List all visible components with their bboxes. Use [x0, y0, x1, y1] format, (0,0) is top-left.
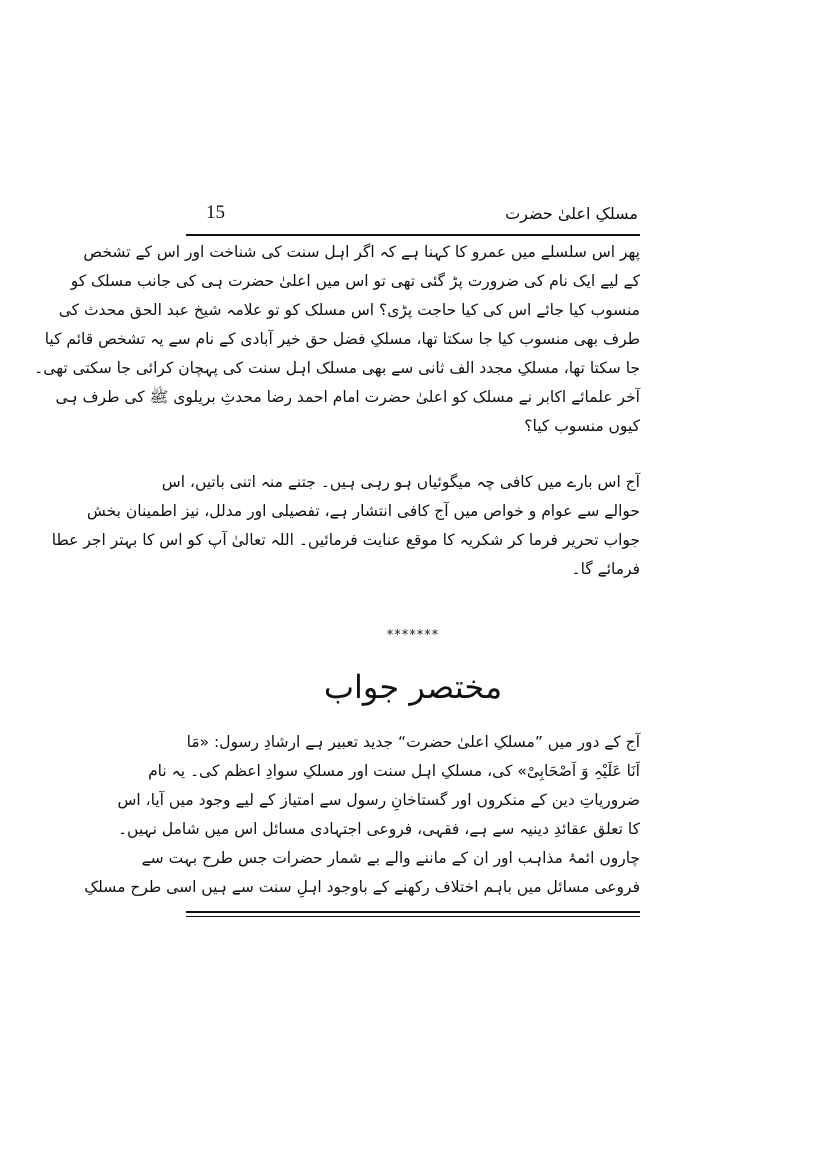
footer-rule	[186, 911, 640, 913]
text-line: آج کے دور میں ”مسلکِ اعلیٰ حضرت“ جدید تعبیر ہے ارشادِ رسول: «مَا	[186, 733, 640, 751]
section-heading: مختصر جواب	[323, 668, 503, 706]
text-line: فروعی مسائل میں باہم اختلاف رکھنے کے باوجود اہلِ سنت سے ہیں اسی طرح مسلکِ	[84, 878, 640, 896]
text-line: ضروریاتِ دین کے منکروں اور گستاخانِ رسول سے امتیاز کے لیے وجود میں آیا، اس	[117, 791, 640, 809]
section-separator: *******	[386, 628, 440, 643]
footer-rule-thin	[186, 916, 640, 917]
question-paragraph-1	[34, 238, 640, 441]
text-line: جا سکتا تھا، مسلکِ مجدد الف ثانی سے بھی مسلک اہل سنت کی پہچان کرائی جا سکتی تھی۔	[34, 359, 640, 377]
text-line: اَنَا عَلَیْہِ وَ اَصْحَابِیْ» کی، مسلکِ اہل سنت اور مسلکِ سوادِ اعظم کی۔ یہ نام	[148, 762, 640, 780]
text-line: منسوب کیا جائے اس کی کیا حاجت پڑی؟ اس مسلک کو تو علامہ شیخ عبد الحق محدث کی	[58, 301, 640, 319]
text-line: جواب تحریر فرما کر شکریہ کا موقع عنایت فرمائیں۔ اللہ تعالیٰ آپ کو اس کا بہتر اجر عطا	[51, 531, 640, 549]
text-line: فرمائے گا۔	[571, 560, 640, 578]
text-line: طرف بھی منسوب کیا جا سکتا تھا، مسلکِ فضل حق خیر آبادی کے نام سے یہ تشخص قائم کیا	[44, 330, 640, 348]
page-number: 15	[206, 202, 225, 223]
text-line: کیوں منسوب کیا؟	[524, 417, 640, 435]
text-line: آخر علمائے اکابر نے مسلک کو اعلیٰ حضرت امام احمد رضا محدثِ بریلوی ﷺ کی طرف ہی	[55, 388, 640, 406]
text-line: آج اس بارے میں کافی چہ میگوئیاں ہو رہی ہیں۔ جتنے منہ اتنی باتیں، اس	[161, 473, 640, 491]
text-line: پھر اس سلسلے میں عمرو کا کہنا ہے کہ اگر اہل سنت کی شناخت اور اس کے تشخص	[83, 243, 640, 261]
question-paragraph-2	[51, 468, 640, 584]
text-line: کا تعلق عقائدِ دینیہ سے ہے، فقہی، فروعی اجتہادی مسائل اس میں شامل نہیں۔	[117, 820, 640, 838]
running-title: مسلکِ اعلیٰ حضرت	[505, 204, 638, 223]
book-page	[34, 200, 640, 960]
page-header	[186, 200, 640, 236]
answer-paragraph	[84, 728, 640, 902]
text-line: کے لیے ایک نام کی ضرورت پڑ گئی تھی تو اس میں اعلیٰ حضرت ہی کی جانب مسلک کو	[70, 272, 640, 290]
text-line: چاروں ائمۂ مذاہب اور ان کے ماننے والے بے شمار حضرات جس طرح بہت سے	[141, 849, 640, 867]
text-line: حوالے سے عوام و خواص میں آج کافی انتشار ہے، تفصیلی اور مدلل، نیز اطمینان بخش	[86, 502, 640, 520]
